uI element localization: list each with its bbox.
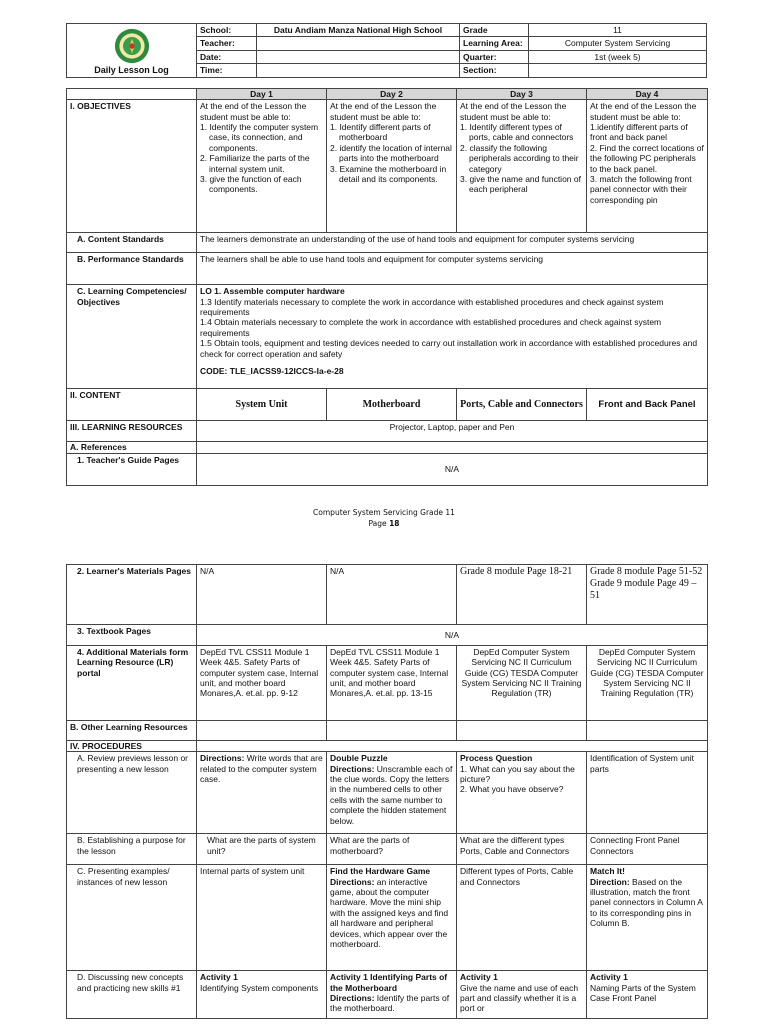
date-label: Date: <box>197 50 257 63</box>
objective-item: 3. give the name and function of each peripheral <box>460 173 581 195</box>
footer-page-line <box>0 518 768 529</box>
additional-materials-label <box>67 646 197 721</box>
content-day-4: Front and Back Panel <box>587 389 708 421</box>
competency-code: CODE: TLE_IACSS9-12ICCS-Ia-e-28 <box>200 365 344 376</box>
directions-label: Directions: <box>330 993 375 1004</box>
procedures-label: IV. PROCEDURES <box>67 741 197 752</box>
procedure-b-day-3: What are the different types Ports, Cable and Connectors <box>457 834 587 865</box>
objectives-intro: At the end of the Lesson the student must be able to: <box>200 101 307 122</box>
other-resources-day-4 <box>587 721 708 741</box>
additional-day-4: DepEd Computer System Servicing NC II Curriculum Guide (CG) TESDA Computer System Servicing NC II Training Regulation (TR) <box>587 646 708 721</box>
time-value <box>257 64 460 78</box>
procedure-d-day-2 <box>327 971 457 1019</box>
footer-course-title: Computer System Servicing Grade 11 <box>313 508 455 517</box>
form-title: Daily Lesson Log <box>94 65 169 75</box>
directions-label: Directions: <box>330 876 375 887</box>
directions-text: Unscramble each of the clue words. Copy the letters in the numbered cells to other cells with the same number to complete the hidden statement below. <box>330 763 453 826</box>
objective-item: 2. identify the location of internal parts into the motherboard <box>330 142 452 164</box>
directions-text: Identify the parts of the motherboard. <box>330 993 450 1014</box>
objectives-intro: At the end of the Lesson the student must be able to: <box>460 101 567 122</box>
activity-title: Activity 1 <box>200 972 238 983</box>
grade-label: Grade <box>460 24 529 37</box>
procedures-blank <box>197 741 708 752</box>
content-label: II. CONTENT <box>67 389 197 421</box>
procedure-b-day-1: What are the parts of system unit? <box>197 834 327 865</box>
objective-item: 3. Examine the motherboard in detail and its components. <box>330 163 447 184</box>
activity-title: Process Question <box>460 753 533 764</box>
school-label: School: <box>197 24 257 37</box>
objective-item: 3. give the function of each components. <box>200 173 302 195</box>
additional-materials-title: 4. Additional Materials form <box>77 647 189 657</box>
procedure-c-day-1: Internal parts of system unit <box>197 865 327 971</box>
performance-standards-text: The learners shall be able to use hand tools and equipment for computer systems servicing <box>197 253 708 285</box>
learning-area-value: Computer System Servicing <box>529 37 707 50</box>
section-label: Section: <box>460 64 529 78</box>
objectives-day-4 <box>587 100 708 233</box>
lm-pages-day-3: Grade 8 module Page 18-21 <box>457 565 587 625</box>
page-footer <box>0 507 768 530</box>
blank-header-cell <box>67 89 197 100</box>
teachers-guide-value: N/A <box>197 453 708 485</box>
content-standards-label: A. Content Standards <box>67 233 197 253</box>
procedure-b-day-2: What are the parts of motherboard? <box>327 834 457 865</box>
procedure-b-day-4: Connecting Front Panel Connectors <box>587 834 708 865</box>
procedure-c-day-3: Different types of Ports, Cable and Connectors <box>457 865 587 971</box>
procedure-c-day-2 <box>327 865 457 971</box>
header-table <box>66 23 707 78</box>
objective-item: 1.identify different parts of front and back panel <box>590 122 688 143</box>
other-resources-label: B. Other Learning Resources <box>67 721 197 741</box>
day-4-header: Day 4 <box>587 89 708 100</box>
procedure-c-label: C. Presenting examples/ instances of new lesson <box>67 865 197 971</box>
activity-title: Double Puzzle <box>330 753 388 764</box>
procedure-d-day-3 <box>457 971 587 1019</box>
objectives-day-2 <box>327 100 457 233</box>
directions-text: Write words that are related to the computer system case. <box>200 753 323 785</box>
procedure-a-label: A. Review previews lesson or presenting a new lesson <box>67 752 197 834</box>
lesson-table-page1 <box>66 88 708 486</box>
teacher-value <box>257 37 460 50</box>
lm-pages-day-1: N/A <box>197 565 327 625</box>
competency-item: 1.5 Obtain tools, equipment and testing devices needed to carry out installation work in accordance with established procedures and check for correct operation and safety <box>200 338 698 359</box>
procedure-d-day-1 <box>197 971 327 1019</box>
grade-value: 11 <box>529 24 707 37</box>
competency-item: 1.3 Identify materials necessary to complete the work in accordance with established procedures and check against system requirements <box>200 296 664 318</box>
activity-title: Activity 1 <box>460 972 498 983</box>
references-blank <box>197 442 708 453</box>
question-item: 2. What you have observe? <box>460 784 564 795</box>
procedure-a-day-4: Identification of System unit parts <box>587 752 708 834</box>
competencies-cell <box>197 285 708 389</box>
objective-item: 1. Identify different parts of motherboard <box>330 122 431 143</box>
objectives-intro: At the end of the Lesson the student must be able to: <box>330 101 437 122</box>
activity-text: Naming Parts of the System Case Front Panel <box>590 982 696 1004</box>
objective-item: 1. Identify the computer system case, its connection, and components. <box>200 122 319 153</box>
school-seal-icon <box>112 28 152 64</box>
teachers-guide-label: 1. Teacher's Guide Pages <box>67 453 197 485</box>
other-resources-day-1 <box>197 721 327 741</box>
objectives-label: I. OBJECTIVES <box>67 100 197 233</box>
quarter-value: 1st (week 5) <box>529 50 707 63</box>
objectives-day-3 <box>457 100 587 233</box>
procedure-a-day-3 <box>457 752 587 834</box>
textbook-value: N/A <box>197 625 708 646</box>
objectives-intro: At the end of the Lesson the student must be able to: <box>590 101 697 122</box>
activity-text: Identifying System components <box>200 982 319 993</box>
competencies-label: C. Learning Competencies/ Objectives <box>67 285 197 389</box>
procedure-a-day-2 <box>327 752 457 834</box>
objective-item: 1. Identify different types of ports, cable and connectors <box>460 122 574 143</box>
additional-day-1: DepEd TVL CSS11 Module 1 Week 4&5. Safety Parts of computer system case, Internal unit, and mother board Monares,A. et.al. pp. 9-12 <box>197 646 327 721</box>
lm-pages-day-4 <box>587 565 708 625</box>
lm-pages-label: 2. Learner's Materials Pages <box>67 565 197 625</box>
activity-title: Activity 1 <box>590 972 628 983</box>
directions-label: Directions: <box>200 753 245 764</box>
activity-title: Find the Hardware Game <box>330 866 431 877</box>
references-label: A. References <box>67 442 197 453</box>
textbook-label: 3. Textbook Pages <box>67 625 197 646</box>
additional-day-2: DepEd TVL CSS11 Module 1 Week 4&5. Safety Parts of computer system case, Internal unit, and mother board Monares,A. et.al. pp. 13-15 <box>327 646 457 721</box>
objective-item: 2. Find the correct locations of the following PC peripherals to the back panel. <box>590 142 704 174</box>
additional-materials-portal: Learning Resource (LR) portal <box>77 657 174 678</box>
activity-text: Give the name and use of each part and classify whether it is a port or <box>460 982 579 1014</box>
content-standards-text: The learners demonstrate an understanding of the use of hand tools and equipment for computer systems servicing <box>197 233 708 253</box>
competency-item: 1.4 Obtain materials necessary to complete the work in accordance with established procedures and check against system requirements <box>200 317 662 338</box>
procedure-c-day-4 <box>587 865 708 971</box>
objective-item: 3. match the following front panel connector with their corresponding pin <box>590 173 692 205</box>
learning-resources-label: III. LEARNING RESOURCES <box>67 421 197 442</box>
lm-pages-day-2: N/A <box>327 565 457 625</box>
logo-cell <box>67 24 197 78</box>
other-resources-day-2 <box>327 721 457 741</box>
lm-pages-grade9: Grade 9 module Page 49 – 51 <box>590 578 697 602</box>
content-day-1: System Unit <box>197 389 327 421</box>
date-value <box>257 50 460 63</box>
day-3-header: Day 3 <box>457 89 587 100</box>
footer-page-number: 18 <box>389 519 400 529</box>
school-value: Datu Andiam Manza National High School <box>257 24 460 37</box>
day-1-header: Day 1 <box>197 89 327 100</box>
learning-area-label: Learning Area: <box>460 37 529 50</box>
content-day-2: Motherboard <box>327 389 457 421</box>
question-item: 1. What can you say about the picture? <box>460 763 575 785</box>
section-value <box>529 64 707 78</box>
teacher-label: Teacher: <box>197 37 257 50</box>
lesson-table-page2 <box>66 564 708 1019</box>
directions-text: an interactive game, about the computer hardware. Move the mini ship with the assigned keys and find all hardware and peripheral devices, which appear over the motherboard. <box>330 876 449 949</box>
objective-item: 2. Familiarize the parts of the internal system unit. <box>200 153 310 174</box>
activity-title: Activity 1 Identifying Parts of the Motherboard <box>330 972 448 993</box>
performance-standards-label: B. Performance Standards <box>67 253 197 285</box>
content-day-3: Ports, Cable and Connectors <box>457 389 587 421</box>
objectives-day-1 <box>197 100 327 233</box>
learning-outcome: LO 1. Assemble computer hardware <box>200 286 345 297</box>
activity-title: Match It! <box>590 866 625 877</box>
procedure-b-label: B. Establishing a purpose for the lesson <box>67 834 197 865</box>
objective-item: 2. classify the following peripherals according to their category <box>460 142 579 174</box>
time-label: Time: <box>197 64 257 78</box>
quarter-label: Quarter: <box>460 50 529 63</box>
directions-label: Directions: <box>330 763 375 774</box>
other-resources-day-3 <box>457 721 587 741</box>
directions-label: Direction: <box>590 876 630 887</box>
directions-text: Based on the illustration, match the front panel connectors in Column A to its corresponding pins in Column B. <box>590 876 703 929</box>
footer-page-label: Page <box>368 519 387 529</box>
procedure-a-day-1 <box>197 752 327 834</box>
lm-pages-grade8: Grade 8 module Page 51-52 <box>590 566 703 577</box>
learning-resources-text: Projector, Laptop, paper and Pen <box>197 421 708 442</box>
procedure-d-label: D. Discussing new concepts and practicing new skills #1 <box>67 971 197 1019</box>
procedure-d-day-4 <box>587 971 708 1019</box>
additional-day-3: DepEd Computer System Servicing NC II Curriculum Guide (CG) TESDA Computer System Servicing NC II Training Regulation (TR) <box>457 646 587 721</box>
day-2-header: Day 2 <box>327 89 457 100</box>
